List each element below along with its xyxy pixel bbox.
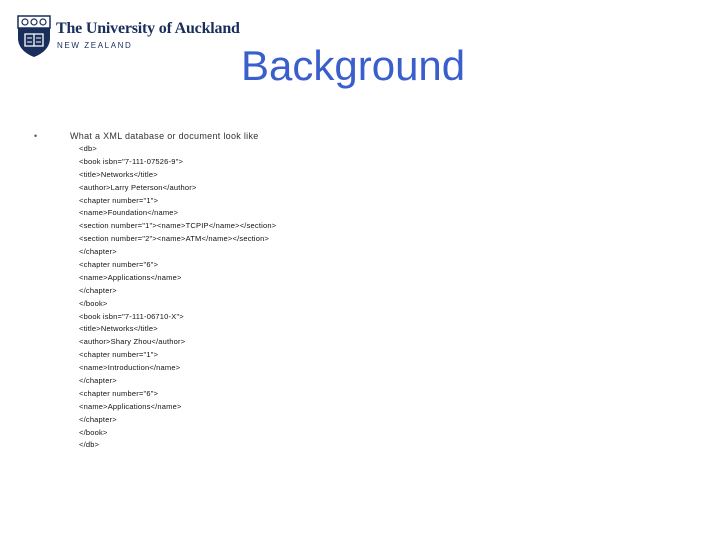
code-line: <chapter number="1"> xyxy=(79,195,159,205)
code-line: <db> xyxy=(79,144,97,153)
code-line: <book isbn="7-111-07526-9"> xyxy=(79,156,184,166)
code-line: <section number="2"><name>ATM</name></section> xyxy=(79,234,270,244)
bullet-marker: • xyxy=(34,131,38,141)
university-crest-icon xyxy=(16,14,52,58)
code-line: </book> xyxy=(79,298,108,308)
code-line: </chapter> xyxy=(79,376,117,386)
code-line: </chapter> xyxy=(79,285,117,295)
code-line: </chapter> xyxy=(79,247,117,257)
code-line: <chapter number="1"> xyxy=(79,350,159,360)
code-line: <chapter number="6"> xyxy=(79,260,159,270)
code-line: </book> xyxy=(79,427,108,437)
code-line: <book isbn="7-111-06710-X"> xyxy=(79,311,184,321)
code-line: <name>Introduction</name> xyxy=(79,363,181,373)
university-logo xyxy=(16,14,240,60)
code-line: <chapter number="6"> xyxy=(79,388,159,398)
code-line: <author>Larry Peterson</author> xyxy=(79,182,197,192)
code-line: <name>Applications</name> xyxy=(79,401,182,411)
code-line: <title>Networks</title> xyxy=(79,324,158,334)
xml-code-listing xyxy=(79,143,276,452)
university-name: The University of Auckland xyxy=(56,20,240,37)
bullet-intro-text: What a XML database or document look like xyxy=(70,131,259,141)
code-line: </chapter> xyxy=(79,414,117,424)
code-line: <section number="1"><name>TCPIP</name></section> xyxy=(79,221,277,231)
code-line: <author>Shary Zhou</author> xyxy=(79,337,186,347)
university-country: NEW ZEALAND xyxy=(57,41,133,50)
slide-title: Background xyxy=(241,42,466,89)
code-line: <name>Foundation</name> xyxy=(79,208,179,218)
code-line: </db> xyxy=(79,440,100,450)
code-line: <title>Networks</title> xyxy=(79,169,158,179)
code-line: <name>Applications</name> xyxy=(79,272,182,282)
